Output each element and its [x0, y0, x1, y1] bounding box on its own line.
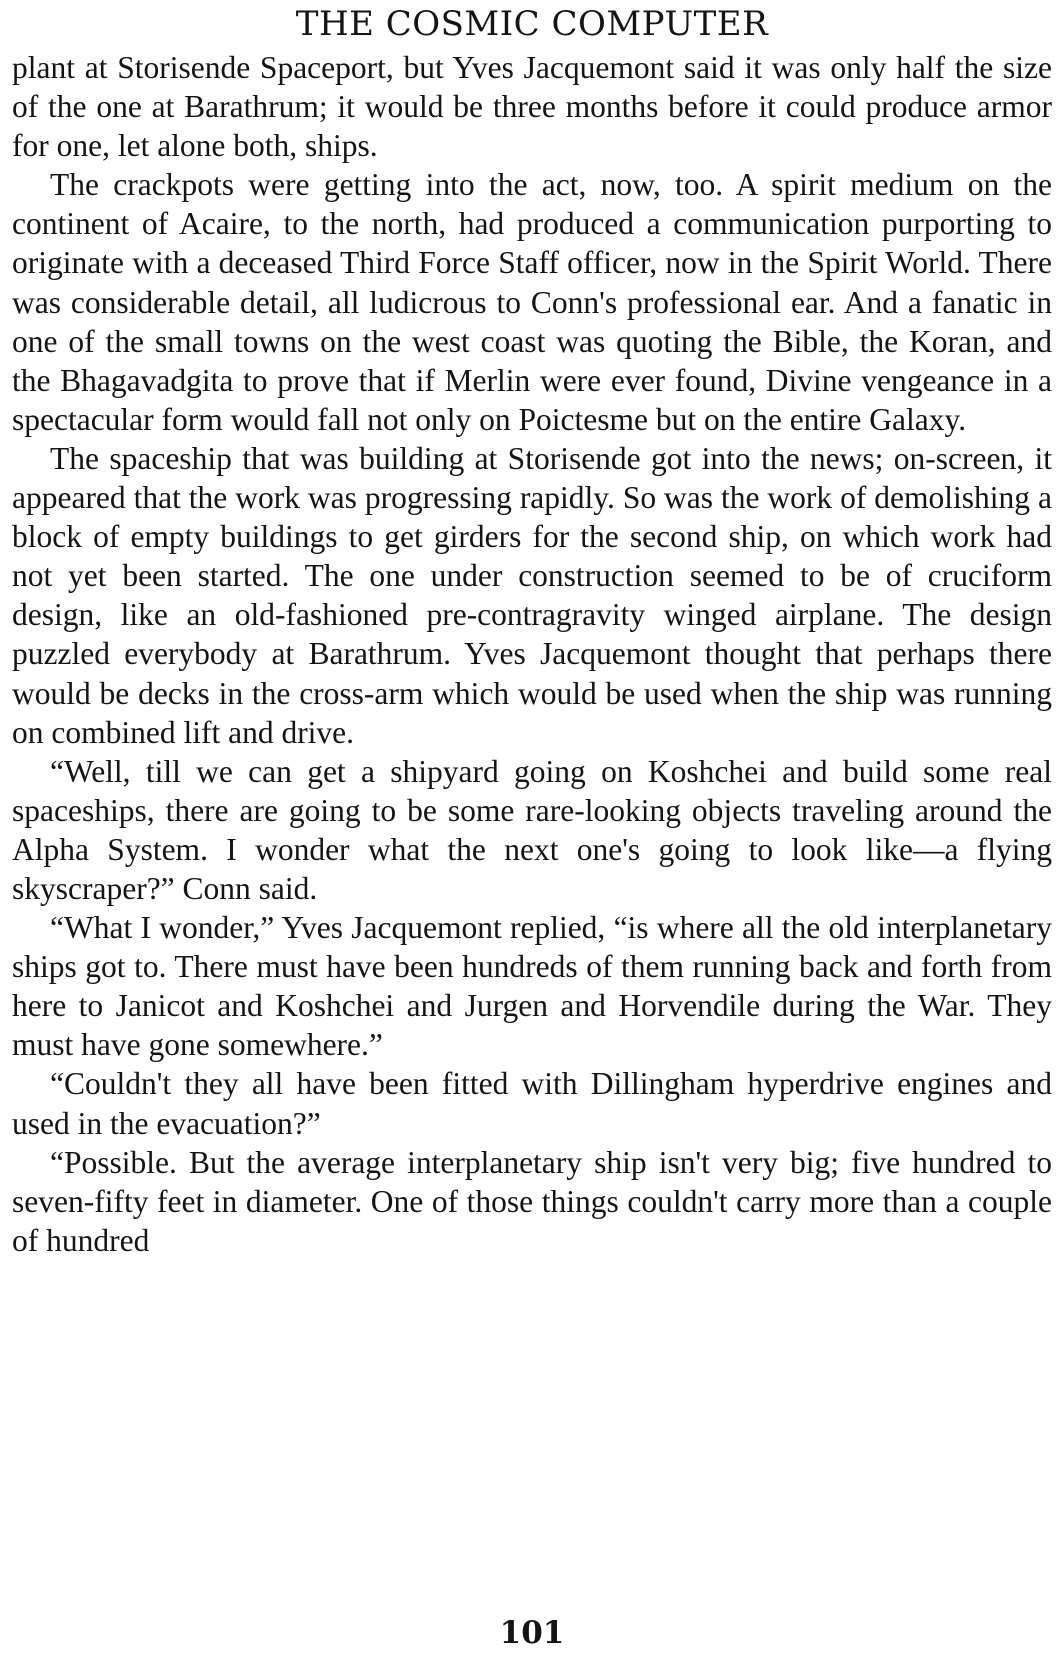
page-number: 101 [499, 1615, 565, 1651]
body-text [12, 48, 1052, 1260]
paragraph: plant at Storisende Spaceport, but Yves Jacquemont said it was only half the size of the one at Barathrum; it would be three months before it could produce armor for one, let alone both, ships. [12, 50, 1052, 164]
paragraph: The spaceship that was building at Storisende got into the news; on-screen, it appeared that the work was progressing rapidly. So was the work of demolishing a block of empty buildings to get girders for the second ship, on which work had not yet been started. The one under construction seemed to be of cruciform design, like an old-fashioned pre-contragravity winged airplane. The design puzzled everybody at Barathrum. Yves Jacquemont thought that perhaps there would be decks in the cross-arm which would be used when the ship was running on combined lift and drive. [12, 440, 1052, 750]
running-head: THE COSMIC COMPUTER [295, 4, 769, 44]
book-page [12, 0, 1052, 1672]
paragraph: “Couldn't they all have been fitted with Dillingham hyperdrive engines and used in the evacuation?” [12, 1066, 1052, 1141]
paragraph: The crackpots were getting into the act, now, too. A spirit medium on the continent of Acaire, to the north, had produced a communication purporting to originate with a deceased Third Force Staff officer, now in the Spirit World. There was considerable detail, all ludicrous to Conn's professional ear. And a fanatic in one of the small towns on the west coast was quoting the Bible, the Koran, and the Bhagavadgita to prove that if Merlin were ever found, Divine vengeance in a spectacular form would fall not only on Poictesme but on the entire Galaxy. [12, 167, 1052, 437]
paragraph: “Possible. But the average interplanetary ship isn't very big; five hundred to seven-fifty feet in diameter. One of those things couldn't carry more than a couple of hundred [12, 1144, 1052, 1258]
paragraph: “What I wonder,” Yves Jacquemont replied, “is where all the old interplanetary ships got to. There must have been hundreds of them running back and forth from here to Janicot and Koshchei and Jurgen and Horvendile during the War. They must have gone somewhere.” [12, 910, 1052, 1063]
paragraph: “Well, till we can get a shipyard going on Koshchei and build some real spaceships, there are going to be some rare-looking objects traveling around the Alpha System. I wonder what the next one's going to look like—a flying skyscraper?” Conn said. [12, 753, 1052, 906]
